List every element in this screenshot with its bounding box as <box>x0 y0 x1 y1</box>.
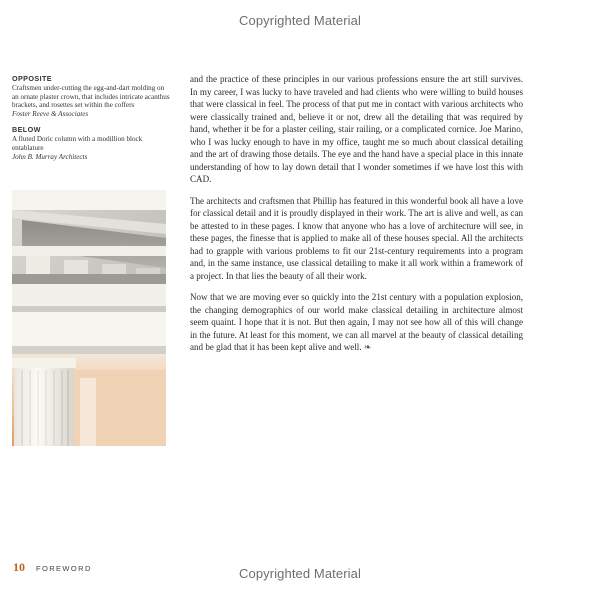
caption-credit-opposite: Foster Reeve & Associates <box>12 109 89 118</box>
caption-below <box>12 125 172 161</box>
page-number: 10 <box>13 560 25 574</box>
body-paragraph: The architects and craftsmen that Phillip has featured in this wonderful book all have a love for classical detail and it is proudly displayed in their work. The art is alive and well, as can be attested to in these pages. I know that anyone who has a love of architecture will see, in these pages, the finesse that is applied to make all of these houses special. All the architects had to grapple with various problems to fit our 21st-century requirements into a program and, in the same instance, use classical detailing to make it all work within a framework of a project. In that lies the beauty of all their work. <box>190 195 523 281</box>
body-paragraph <box>190 291 523 354</box>
copyright-watermark-top: Copyrighted Material <box>239 13 361 28</box>
caption-credit-below: John B. Murray Architects <box>12 152 88 161</box>
foreword-body <box>190 73 523 363</box>
copyright-watermark-bottom: Copyrighted Material <box>239 566 361 581</box>
end-ornament-icon: ❧ <box>363 342 372 352</box>
caption-text-below: A fluted Doric column with a modillion block entablature <box>12 135 143 152</box>
caption-opposite <box>12 74 172 118</box>
body-paragraph: and the practice of these principles in our various professions ensure the art still survives. In my career, I was lucky to have traveled and had clients who were willing to build houses that were classical in feel. The process of that put me in contact with various architects who were classically trained and, believe it or not, drew all the detailing that was required by hand, whether it be for a plaster ceiling, stair railing, or a complicated cornice. Joe Marino, who I was lucky enough to have in my office, taught me so much about classical detailing and the art of drawing those details. The eye and the hand have a special place in this innate understanding of how to lay down detail that I wonder sometimes if we have lost this with CAD. <box>190 74 523 184</box>
doric-column-photo <box>12 190 166 446</box>
section-name: FOREWORD <box>36 564 92 573</box>
body-paragraph-text: Now that we are moving ever so quickly into the 21st century with a population explosion, the changing demographics of our world make classical detailing in architecture almost seem quaint. I hope that it is not. But then again, I may not see how all of this will change in the future. At least for this moment, we can all marvel at the beauty of classical detailing and be glad that it has been kept alive and well. <box>190 292 523 352</box>
caption-heading-opposite: OPPOSITE <box>12 74 52 83</box>
caption-text-opposite: Craftsmen under-cutting the egg-and-dart molding on an ornate plaster crown, that includes intricate acanthus brackets, and rosettes set within the coffers <box>12 84 170 110</box>
caption-heading-below: BELOW <box>12 125 41 135</box>
caption-sidebar <box>12 74 172 168</box>
